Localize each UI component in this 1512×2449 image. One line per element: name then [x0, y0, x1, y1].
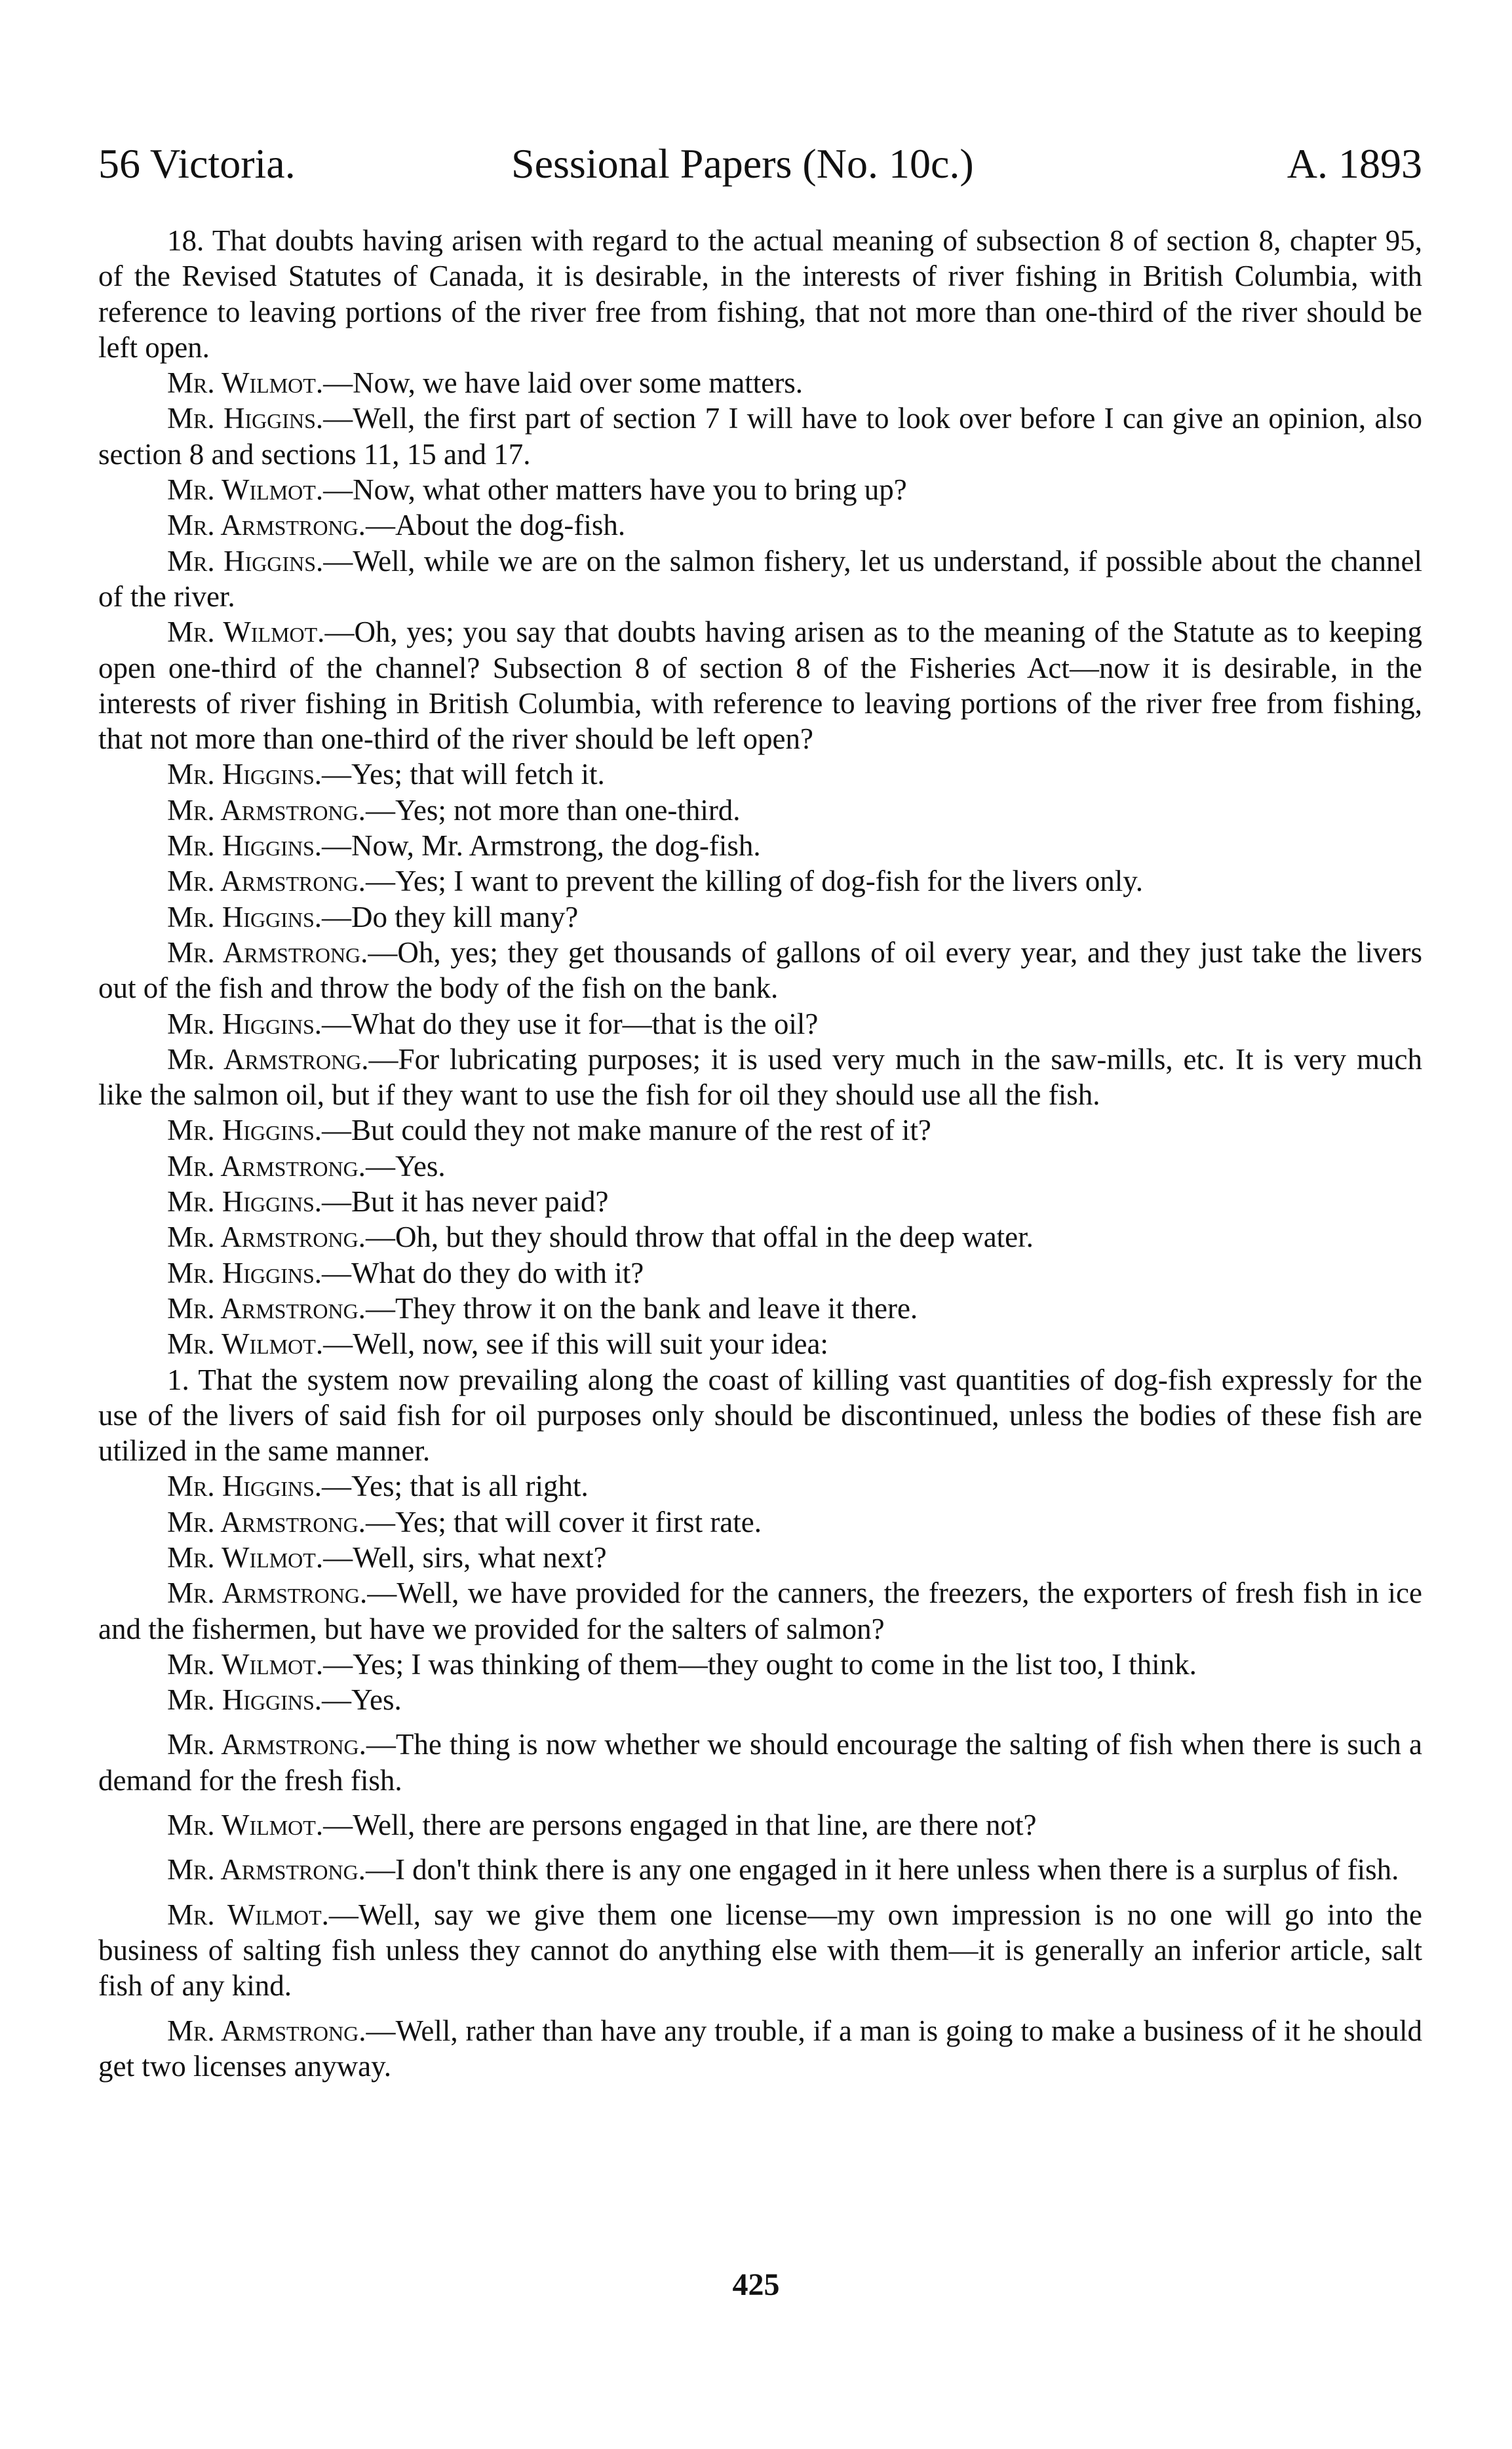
- speaker-name: Mr. Wilmot.: [167, 473, 324, 507]
- paragraph-text: —Yes; that will fetch it.: [322, 758, 605, 791]
- paragraph-text: —Yes; not more than one-third.: [365, 793, 741, 827]
- speaker-name: Mr. Armstrong.: [167, 793, 366, 827]
- paragraph-text: —Yes.: [365, 1149, 446, 1183]
- speaker-name: Mr. Higgins.: [167, 544, 324, 578]
- paragraph-text: —Yes; that is all right.: [322, 1470, 589, 1503]
- testimony-body: [98, 223, 1422, 2084]
- paragraph-text: —Well, there are persons engaged in that line, are there not?: [323, 1809, 1037, 1842]
- speech-paragraph: [98, 1852, 1422, 1887]
- speaker-name: Mr. Armstrong.: [167, 1577, 368, 1610]
- speech-paragraph: [98, 401, 1422, 472]
- speech-paragraph: [98, 1326, 1422, 1362]
- speech-paragraph: [98, 1112, 1422, 1148]
- header-session: 56 Victoria.: [98, 140, 296, 187]
- speech-paragraph: [98, 1042, 1422, 1113]
- page-number: 425: [732, 2267, 780, 2302]
- speaker-name: Mr. Higgins.: [167, 1114, 322, 1147]
- paragraph-text: —Oh, yes; you say that doubts having arisen as to the meaning of the Statute as to keeping open one-third of the channel? Subsection 8 of section 8 of the Fisheries Act—now it is desirable, in the interests of river fishing in British Columbia, with reference to leaving portions of the river free from fishing, that not more than one-third of the river should be left open?: [98, 616, 1422, 756]
- speaker-name: Mr. Armstrong.: [167, 2014, 366, 2047]
- header-title: Sessional Papers (No. 10c.): [511, 140, 974, 187]
- speech-paragraph: [98, 935, 1422, 1006]
- speech-paragraph: [98, 365, 1422, 401]
- paragraph-text: —What do they use it for—that is the oil?: [322, 1007, 819, 1040]
- speech-paragraph: [98, 1006, 1422, 1042]
- paragraph-text: —Well, the first part of section 7 I will have to look over before I can give an opinion, also section 8 and sections 11, 15 and 17.: [98, 402, 1422, 471]
- header-year: A. 1893: [1287, 140, 1422, 187]
- speaker-name: Mr. Armstrong.: [167, 1728, 366, 1761]
- speech-paragraph: [98, 1468, 1422, 1504]
- paragraph-text: —Well, we have provided for the canners, the freezers, the exporters of fresh fish in ice and the fishermen, but have we provided for the salters of salmon?: [98, 1577, 1423, 1645]
- paragraph-text: —Well, now, see if this will suit your idea:: [323, 1327, 828, 1361]
- speaker-name: Mr. Armstrong.: [167, 935, 368, 969]
- paragraph-text: —Well, say we give them one license—my own impression is no one will go into the business of salting fish unless they cannot do anything else with them—it is generally an inferior article, salt fish of any kind.: [98, 1898, 1422, 2003]
- paragraph-text: —I don't think there is any one engaged in it here unless when there is a surplus of fish.: [365, 1853, 1399, 1887]
- speaker-name: Mr. Wilmot.: [167, 1540, 324, 1574]
- speech-paragraph: [98, 543, 1422, 615]
- paragraph-text: —Yes; I was thinking of them—they ought to come in the list too, I think.: [323, 1647, 1197, 1681]
- speech-paragraph: [98, 1291, 1422, 1326]
- speech-paragraph: [98, 472, 1422, 507]
- paragraph-text: —About the dog-fish.: [365, 509, 626, 542]
- speaker-name: Mr. Higgins.: [167, 900, 322, 933]
- speech-paragraph: [98, 614, 1422, 756]
- speech-paragraph: [98, 1647, 1422, 1682]
- resolution-paragraph: [98, 223, 1422, 365]
- speaker-name: Mr. Armstrong.: [167, 865, 366, 898]
- speaker-name: Mr. Armstrong.: [167, 1221, 366, 1254]
- speech-paragraph: [98, 1807, 1422, 1843]
- speaker-name: Mr. Higgins.: [167, 1683, 322, 1717]
- paragraph-text: —Now, Mr. Armstrong, the dog-fish.: [322, 829, 761, 863]
- paragraph-text: —But it has never paid?: [322, 1185, 609, 1219]
- paragraph-text: 18. That doubts having arisen with regard to the actual meaning of subsection 8 of section 8, chapter 95, of the Revised Statutes of Canada, it is desirable, in the interests of river fishing in British Columbia, with reference to leaving portions of the river free from fishing, that not more than one-third of the river should be left open.: [98, 224, 1422, 364]
- running-header: [98, 131, 1422, 197]
- paragraph-text: —What do they do with it?: [322, 1256, 644, 1289]
- speech-paragraph: [98, 1682, 1422, 1717]
- paragraph-text: —They throw it on the bank and leave it there.: [365, 1291, 918, 1325]
- speaker-name: Mr. Higgins.: [167, 758, 322, 791]
- speech-paragraph: [98, 1897, 1422, 2004]
- paragraph-text: —Well, while we are on the salmon fishery, let us understand, if possible about the channel of the river.: [98, 544, 1423, 613]
- speech-paragraph: [98, 1575, 1422, 1647]
- paragraph-text: —Now, what other matters have you to bring up?: [323, 473, 907, 507]
- speaker-name: Mr. Armstrong.: [167, 1505, 366, 1538]
- speaker-name: Mr. Armstrong.: [167, 1149, 366, 1183]
- speech-paragraph: [98, 793, 1422, 828]
- speech-paragraph: [98, 1727, 1422, 1798]
- speech-paragraph: [98, 1540, 1422, 1575]
- paragraph-text: —Well, rather than have any trouble, if a man is going to make a business of it he should get two licenses anyway.: [98, 2014, 1422, 2083]
- speaker-name: Mr. Wilmot.: [167, 1809, 324, 1842]
- speaker-name: Mr. Armstrong.: [167, 1291, 366, 1325]
- document-page: [98, 131, 1422, 2084]
- paragraph-text: —But could they not make manure of the rest of it?: [322, 1114, 931, 1147]
- paragraph-text: —Yes; I want to prevent the killing of dog-fish for the livers only.: [365, 865, 1144, 898]
- speaker-name: Mr. Higgins.: [167, 1470, 322, 1503]
- speaker-name: Mr. Wilmot.: [167, 366, 324, 400]
- speaker-name: Mr. Wilmot.: [167, 1898, 329, 1931]
- speaker-name: Mr. Wilmot.: [167, 1327, 324, 1361]
- paragraph-text: —The thing is now whether we should encourage the salting of fish when there is such a demand for the fresh fish.: [98, 1728, 1423, 1797]
- speaker-name: Mr. Armstrong.: [167, 1042, 369, 1076]
- speech-paragraph: [98, 2013, 1422, 2085]
- paragraph-text: —For lubricating purposes; it is used very much in the saw-mills, etc. It is very much like the salmon oil, but if they want to use the fish for oil they should use all the fish.: [98, 1042, 1423, 1112]
- speaker-name: Mr. Higgins.: [167, 1185, 322, 1219]
- speech-paragraph: [98, 756, 1422, 792]
- speech-paragraph: [98, 507, 1422, 543]
- speech-paragraph: [98, 1504, 1422, 1540]
- paragraph-text: —Oh, but they should throw that offal in the deep water.: [365, 1221, 1034, 1254]
- speaker-name: Mr. Higgins.: [167, 1007, 322, 1040]
- paragraph-text: —Now, we have laid over some matters.: [323, 366, 803, 400]
- speaker-name: Mr. Armstrong.: [167, 1853, 366, 1887]
- speech-paragraph: [98, 1219, 1422, 1255]
- speaker-name: Mr. Wilmot.: [167, 616, 325, 649]
- paragraph-text: 1. That the system now prevailing along the coast of killing vast quantities of dog-fish expressly for the use of the livers of said fish for oil purposes only should be discontinued, unless the bodies of these fish are utilized in the same manner.: [98, 1363, 1422, 1468]
- speaker-name: Mr. Higgins.: [167, 1256, 322, 1289]
- paragraph-text: —Yes; that will cover it first rate.: [365, 1505, 762, 1538]
- speaker-name: Mr. Armstrong.: [167, 509, 366, 542]
- paragraph-text: —Oh, yes; they get thousands of gallons of oil every year, and they just take the livers out of the fish and throw the body of the fish on the bank.: [98, 935, 1422, 1005]
- paragraph-text: —Well, sirs, what next?: [323, 1540, 607, 1574]
- speech-paragraph: [98, 1255, 1422, 1291]
- speaker-name: Mr. Higgins.: [167, 829, 322, 863]
- resolution-paragraph: [98, 1362, 1422, 1469]
- speech-paragraph: [98, 828, 1422, 863]
- speech-paragraph: [98, 1148, 1422, 1184]
- speaker-name: Mr. Wilmot.: [167, 1647, 324, 1681]
- speech-paragraph: [98, 899, 1422, 935]
- speech-paragraph: [98, 1184, 1422, 1219]
- speech-paragraph: [98, 863, 1422, 899]
- paragraph-text: —Do they kill many?: [322, 900, 579, 933]
- speaker-name: Mr. Higgins.: [167, 402, 324, 435]
- paragraph-text: —Yes.: [322, 1683, 402, 1717]
